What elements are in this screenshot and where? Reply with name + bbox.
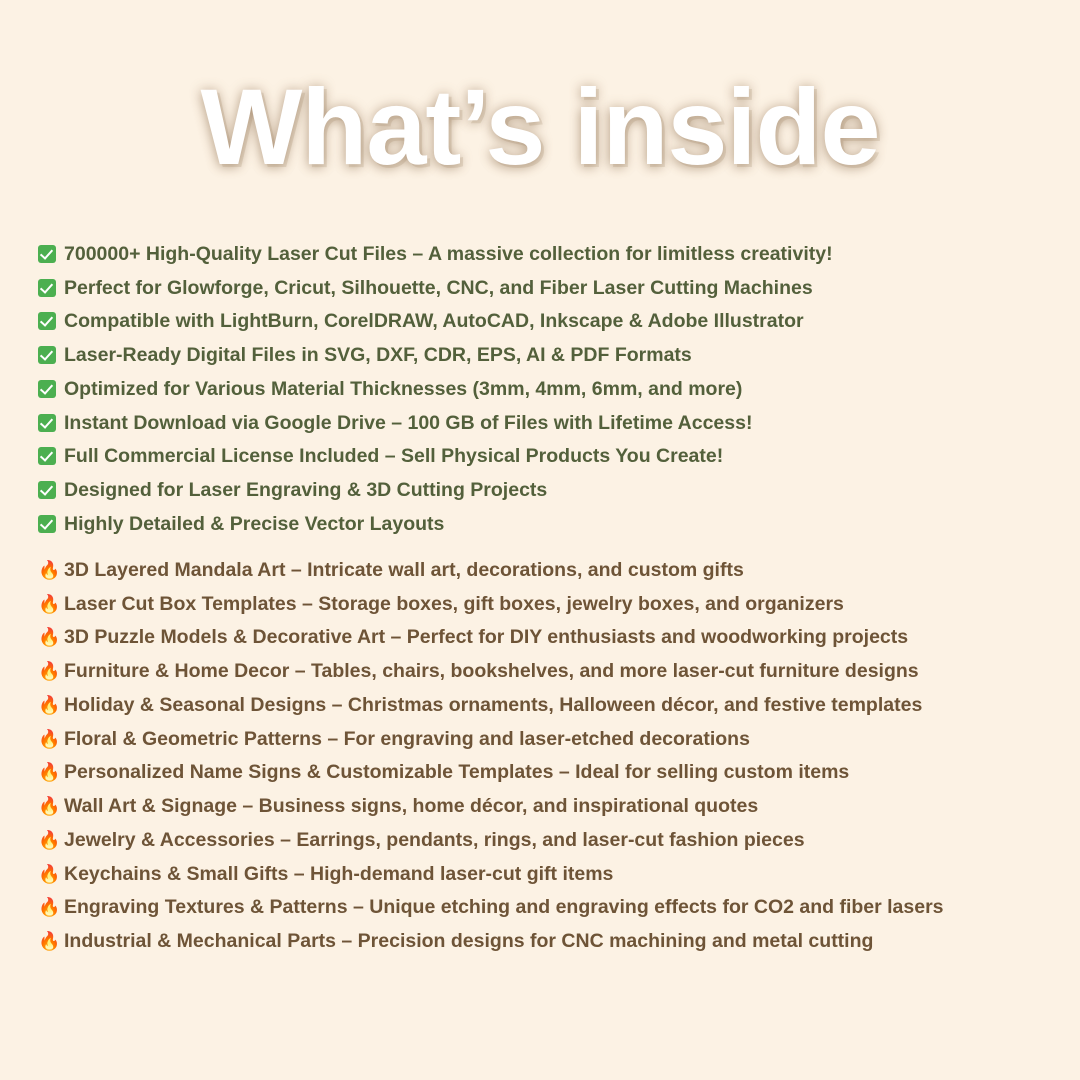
list-item-label: Wall Art & Signage – Business signs, home décor, and inspirational quotes (64, 795, 759, 818)
list-item-label: Designed for Laser Engraving & 3D Cutting Projects (64, 479, 548, 502)
fire-icon: 🔥 (38, 796, 61, 817)
list-item (38, 623, 1048, 651)
fire-icon: 🔥 (38, 931, 61, 952)
list-item-label: Industrial & Mechanical Parts – Precision designs for CNC machining and metal cutting (64, 930, 874, 953)
features-list (38, 240, 1048, 544)
fire-icon: 🔥 (38, 694, 61, 715)
check-box-icon (38, 341, 64, 369)
fire-icon: 🔥 (38, 627, 61, 648)
list-item-label: Floral & Geometric Patterns – For engraving and laser-etched decorations (64, 727, 750, 750)
list-item-label: Keychains & Small Gifts – High-demand laser-cut gift items (64, 862, 614, 885)
list-item (38, 409, 1048, 437)
fire-icon: 🔥 (38, 829, 61, 850)
check-box-icon (38, 409, 64, 437)
list-item-label: Laser Cut Box Templates – Storage boxes, gift boxes, jewelry boxes, and organizers (64, 592, 844, 615)
check-box-icon (38, 510, 64, 538)
list-item (38, 758, 1048, 786)
list-item-label: Optimized for Various Material Thicknesses (3mm, 4mm, 6mm, and more) (64, 377, 743, 400)
fire-icon: 🔥 (38, 762, 61, 783)
list-item (38, 510, 1048, 538)
list-item (38, 590, 1048, 618)
list-item (38, 927, 1048, 955)
check-box-icon (38, 375, 64, 403)
list-item (38, 442, 1048, 470)
list-item (38, 725, 1048, 753)
list-item (38, 826, 1048, 854)
fire-icon: 🔥 (38, 560, 61, 580)
check-box-icon (38, 442, 64, 470)
list-item (38, 657, 1048, 685)
check-box-icon (38, 274, 64, 302)
list-item-label: Holiday & Seasonal Designs – Christmas ornaments, Halloween décor, and festive templates (64, 693, 923, 716)
list-item (38, 691, 1048, 719)
list-item (38, 792, 1048, 820)
list-item-label: Highly Detailed & Precise Vector Layouts (64, 512, 445, 535)
list-item (38, 556, 1048, 584)
list-item-label: Personalized Name Signs & Customizable Templates – Ideal for selling custom items (64, 761, 850, 784)
list-item-label: 3D Puzzle Models & Decorative Art – Perfect for DIY enthusiasts and woodworking projects (64, 626, 909, 649)
check-box-icon (38, 307, 64, 335)
check-box-icon (38, 476, 64, 504)
list-item-label: Perfect for Glowforge, Cricut, Silhouette, CNC, and Fiber Laser Cutting Machines (64, 276, 813, 299)
list-item-label: Laser-Ready Digital Files in SVG, DXF, CDR, EPS, AI & PDF Formats (64, 344, 692, 367)
fire-icon: 🔥 (38, 593, 61, 614)
list-item-label: Engraving Textures & Patterns – Unique etching and engraving effects for CO2 and fiber lasers (64, 896, 944, 919)
fire-icon: 🔥 (38, 661, 61, 682)
fire-icon: 🔥 (38, 863, 61, 884)
list-item (38, 307, 1048, 335)
list-item (38, 375, 1048, 403)
list-item (38, 476, 1048, 504)
check-box-icon (38, 240, 64, 268)
list-item-label: 700000+ High-Quality Laser Cut Files – A massive collection for limitless creativity! (64, 243, 833, 265)
list-item-label: Furniture & Home Decor – Tables, chairs, bookshelves, and more laser-cut furniture designs (64, 660, 919, 683)
list-item (38, 240, 1048, 268)
fire-icon: 🔥 (38, 897, 61, 918)
list-item-label: Jewelry & Accessories – Earrings, pendants, rings, and laser-cut fashion pieces (64, 828, 805, 851)
page-title: What’s inside (200, 66, 880, 187)
categories-list (38, 556, 1048, 961)
list-item-label: 3D Layered Mandala Art – Intricate wall art, decorations, and custom gifts (64, 559, 744, 581)
fire-icon: 🔥 (38, 728, 61, 749)
list-item (38, 274, 1048, 302)
list-item-label: Full Commercial License Included – Sell Physical Products You Create! (64, 445, 724, 468)
list-item-label: Instant Download via Google Drive – 100 GB of Files with Lifetime Access! (64, 411, 753, 434)
list-item (38, 893, 1048, 921)
list-item (38, 341, 1048, 369)
list-item (38, 860, 1048, 888)
list-item-label: Compatible with LightBurn, CorelDRAW, AutoCAD, Inkscape & Adobe Illustrator (64, 310, 804, 333)
